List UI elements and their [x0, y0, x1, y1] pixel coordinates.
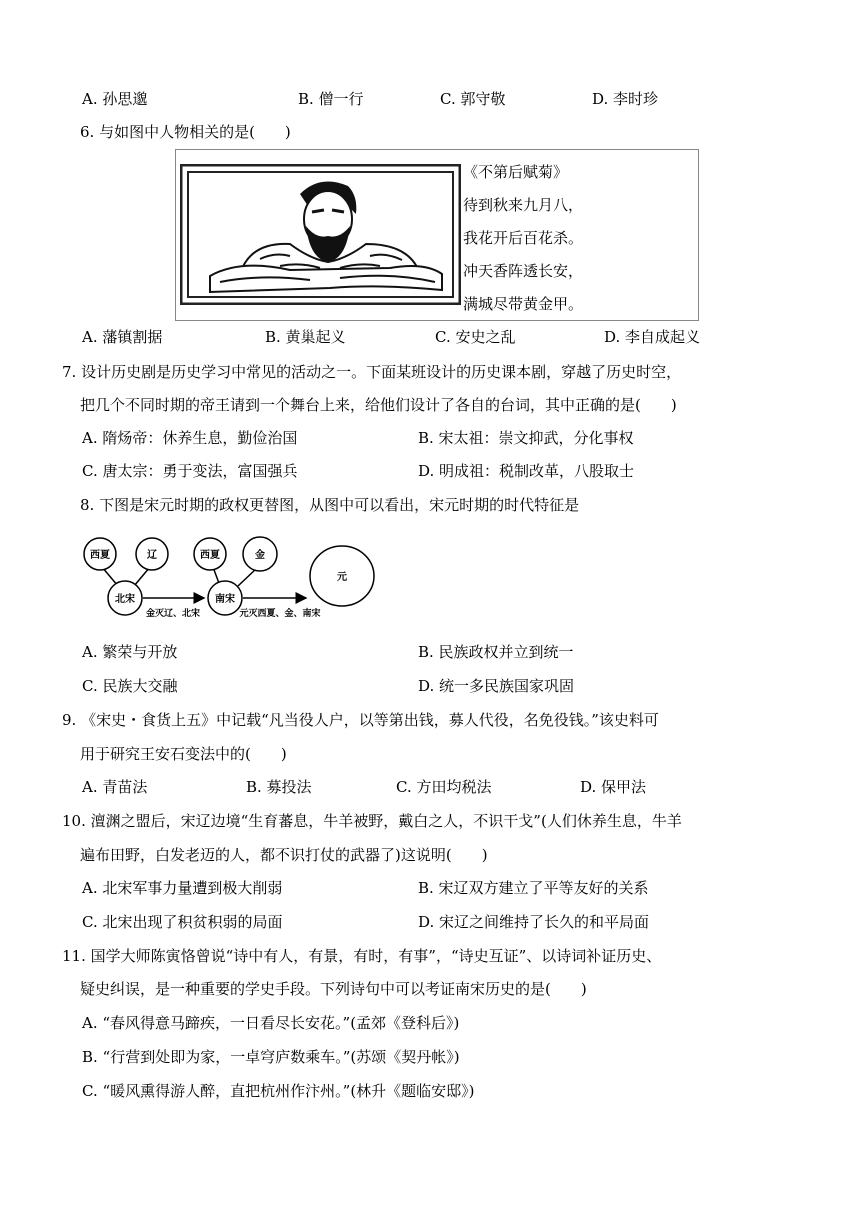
- q9-option-c: C. 方田均税法: [396, 778, 492, 796]
- label-liao: 辽: [147, 550, 157, 561]
- q5-option-d: D. 李时珍: [592, 90, 659, 108]
- q6-option-d: D. 李自成起义: [604, 328, 701, 346]
- q10-option-a: A. 北宋军事力量遭到极大削弱: [82, 879, 283, 897]
- poem-line: 满城尽带黄金甲。: [463, 295, 584, 313]
- q5-option-c: C. 郭守敬: [440, 90, 506, 108]
- q7-stem-line1: 7. 设计历史剧是历史学习中常见的活动之一。下面某班设计的历史课本剧，穿越了历史时空，: [62, 363, 682, 381]
- q6-figure-box: [175, 149, 699, 321]
- portrait-image: [180, 164, 461, 305]
- q9-stem-line1: 9. 《宋史・食货上五》中记载“凡当役人户，以等第出钱，募人代役，名免役钱。”该史料可: [62, 711, 659, 729]
- q5-option-a: A. 孙思邈: [82, 90, 148, 108]
- label-beisong: 北宋: [115, 594, 135, 605]
- q9-stem-line2: 用于研究王安石变法中的( ): [80, 745, 287, 763]
- q11-option-b: B. “行营到处即为家，一卓穹庐数乘车。”(苏颂《契丹帐》): [82, 1048, 460, 1066]
- q7-stem-line2: 把几个不同时期的帝王请到一个舞台上来，给他们设计了各自的台词，其中正确的是( ): [80, 396, 677, 414]
- q9-option-b: B. 募投法: [246, 778, 312, 796]
- poem-line: 待到秋来九月八，: [463, 196, 584, 214]
- poem-line: 冲天香阵透长安，: [463, 262, 584, 280]
- q8-stem: 8. 下图是宋元时期的政权更替图，从图中可以看出，宋元时期的时代特征是: [80, 496, 580, 514]
- label-arrow-2: 元灭西夏、金、南宋: [239, 609, 321, 619]
- q7-option-b: B. 宋太祖：崇文抑武，分化事权: [418, 429, 634, 447]
- poem-title: 《不第后赋菊》: [463, 163, 569, 181]
- q6-poem: [463, 156, 583, 321]
- label-nansong: 南宋: [215, 594, 235, 605]
- q9-option-d: D. 保甲法: [580, 778, 647, 796]
- q8-option-c: C. 民族大交融: [82, 677, 178, 695]
- q8-option-d: D. 统一多民族国家巩固: [418, 677, 575, 695]
- label-arrow-1: 金灭辽、北宋: [145, 609, 201, 619]
- label-xixia-1: 西夏: [90, 550, 110, 561]
- q6-option-c: C. 安史之乱: [435, 328, 516, 346]
- q8-option-b: B. 民族政权并立到统一: [418, 643, 574, 661]
- q6-option-b: B. 黄巢起义: [265, 328, 346, 346]
- q11-stem-line1: 11. 国学大师陈寅恪曾说“诗中有人，有景，有时，有事”，“诗史互证”、以诗词补证历史、: [62, 947, 662, 965]
- q10-stem-line2: 遍布田野，白发老迈的人，都不识打仗的武器了)这说明( ): [80, 846, 488, 864]
- q7-option-c: C. 唐太宗：勇于变法，富国强兵: [82, 462, 298, 480]
- q10-option-c: C. 北宋出现了积贫积弱的局面: [82, 913, 283, 931]
- q11-stem-line2: 疑史纠误，是一种重要的学史手段。下列诗句中可以考证南宋历史的是( ): [80, 980, 587, 998]
- q7-option-a: A. 隋炀帝：休养生息，勤俭治国: [82, 429, 298, 447]
- q10-stem-line1: 10. 澶渊之盟后，宋辽边境“生育蕃息，牛羊被野，戴白之人，不识干戈”(人们休养生息，牛羊: [62, 812, 682, 830]
- regime-succession-diagram: [80, 534, 380, 628]
- label-yuan: 元: [337, 572, 347, 583]
- q6-option-a: A. 藩镇割据: [82, 328, 163, 346]
- q11-option-a: A. “春风得意马蹄疾，一日看尽长安花。”(孟郊《登科后》): [82, 1014, 460, 1032]
- q10-option-b: B. 宋辽双方建立了平等友好的关系: [418, 879, 649, 897]
- q9-option-a: A. 青苗法: [82, 778, 148, 796]
- q6-stem: 6. 与如图中人物相关的是( ): [80, 123, 291, 141]
- label-xixia-2: 西夏: [200, 550, 220, 561]
- label-jin: 金: [255, 550, 265, 561]
- q7-option-d: D. 明成祖：税制改革，八股取士: [418, 462, 635, 480]
- q10-option-d: D. 宋辽之间维持了长久的和平局面: [418, 913, 650, 931]
- poem-line: 我花开后百花杀。: [463, 229, 584, 247]
- q5-option-b: B. 僧一行: [298, 90, 364, 108]
- q8-option-a: A. 繁荣与开放: [82, 643, 178, 661]
- q11-option-c: C. “暖风熏得游人醉，直把杭州作汴州。”(林升《题临安邸》): [82, 1082, 475, 1100]
